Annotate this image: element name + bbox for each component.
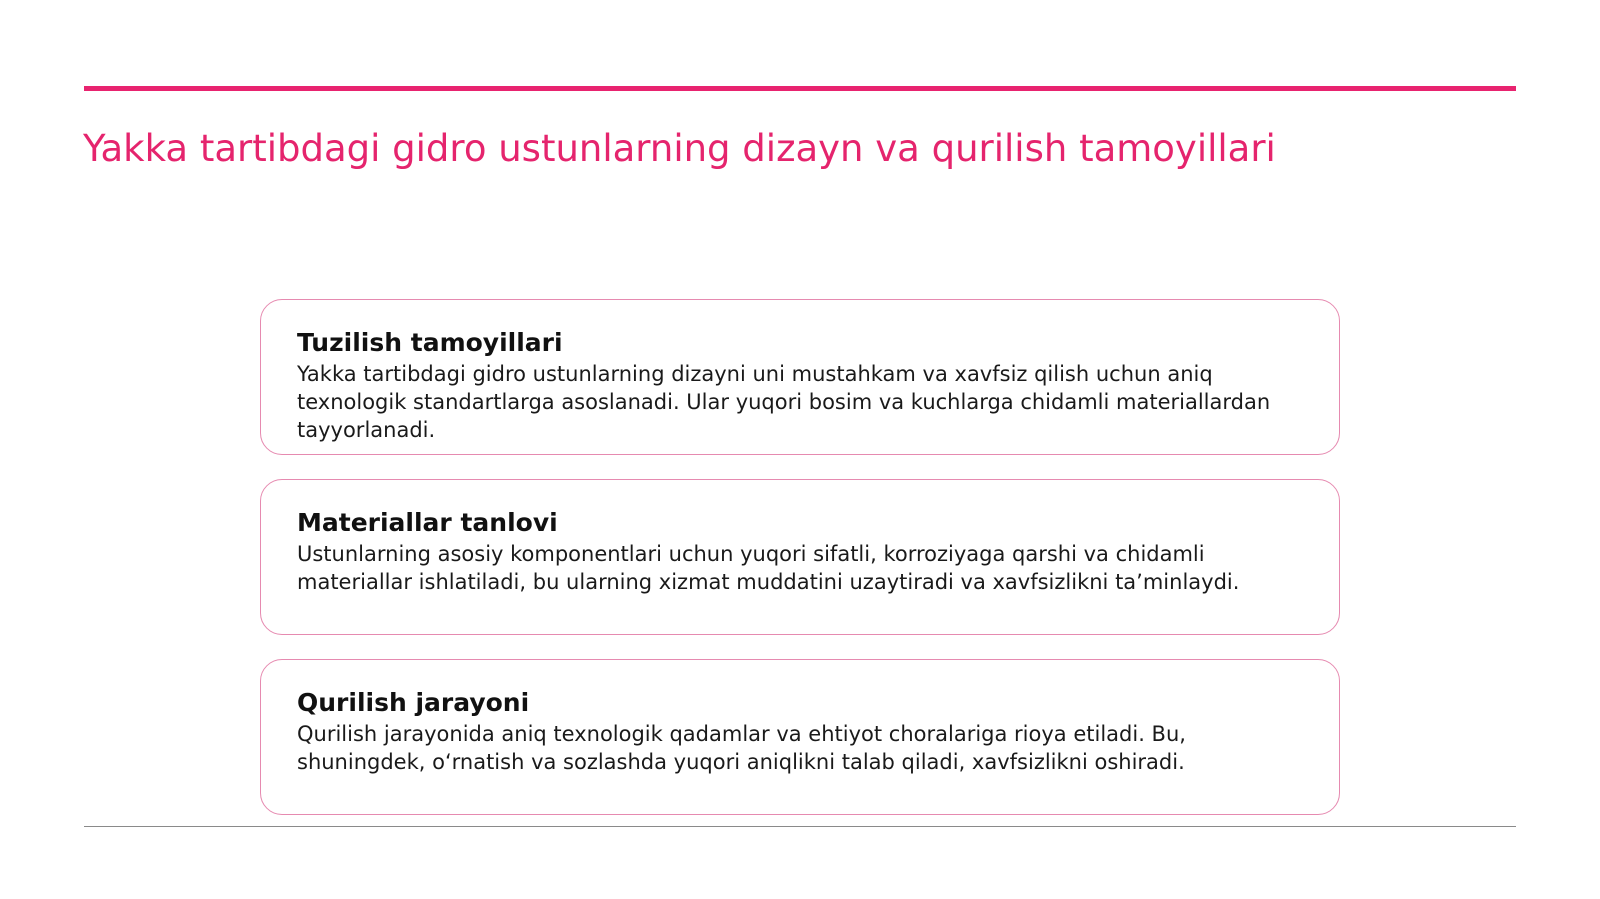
info-card-materials	[260, 479, 1340, 635]
info-card-construction	[260, 659, 1340, 815]
card-body: Yakka tartibdagi gidro ustunlarning dizayni uni mustahkam va xavfsiz qilish uchun aniq texnologik standartlarga asoslanadi. Ular yuqori bosim va kuchlarga chidamli materiallardan tayyorlanadi.	[297, 362, 1271, 442]
bottom-divider	[84, 826, 1516, 827]
slide-title: Yakka tartibdagi gidro ustunlarning dizayn va qurilish tamoyillari	[83, 127, 1276, 170]
card-heading: Materiallar tanlovi	[297, 508, 558, 537]
top-accent-rule	[84, 86, 1516, 91]
card-body: Qurilish jarayonida aniq texnologik qadamlar va ehtiyot choralariga rioya etiladi. Bu, shuningdek, oʻrnatish va sozlashda yuqori aniqlikni talab qiladi, xavfsizlikni oshiradi.	[297, 722, 1186, 774]
card-heading: Qurilish jarayoni	[297, 688, 530, 717]
card-body: Ustunlarning asosiy komponentlari uchun yuqori sifatli, korroziyaga qarshi va chidamli materiallar ishlatiladi, bu ularning xizmat muddatini uzaytiradi va xavfsizlikni taʼminlaydi.	[297, 542, 1240, 594]
card-heading: Tuzilish tamoyillari	[297, 328, 563, 357]
info-card-structure	[260, 299, 1340, 455]
